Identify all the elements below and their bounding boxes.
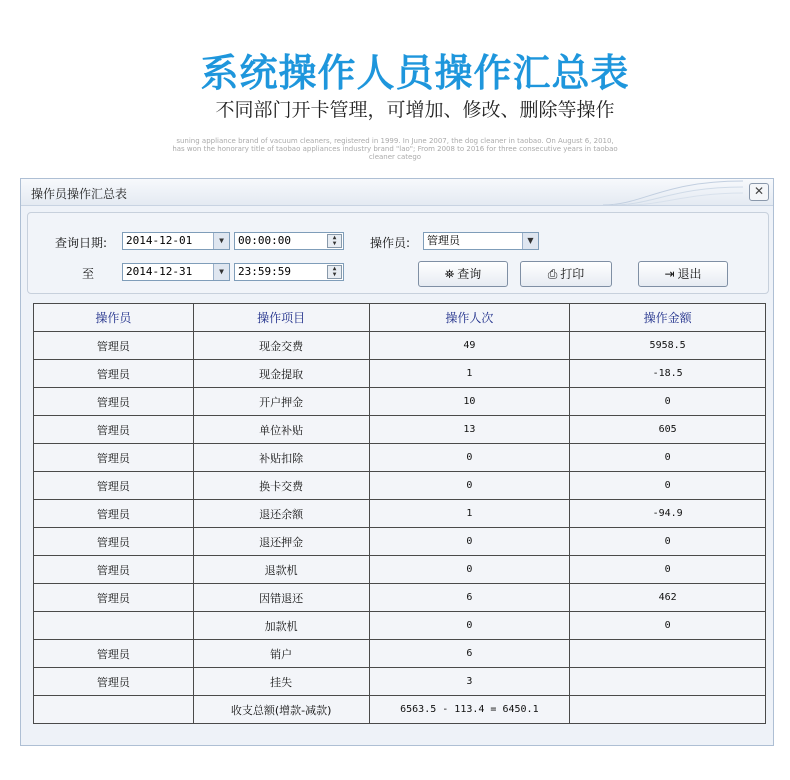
start-date-picker[interactable] [122,232,230,250]
table-row[interactable] [34,388,766,416]
start-date-value: 2014-12-01 [126,234,193,247]
table-cell: 0 [369,612,570,640]
table-row[interactable] [34,528,766,556]
time-spinner-icon[interactable]: ▲ ▼ [327,234,342,248]
table-cell: 6 [369,640,570,668]
print-button-label: 打印 [560,267,585,281]
table-cell: 现金交费 [193,332,369,360]
table-cell: -18.5 [570,360,766,388]
table-cell: 退还余额 [193,500,369,528]
table-cell: 退款机 [193,556,369,584]
table-cell: 管理员 [34,668,194,696]
table-cell: 13 [369,416,570,444]
table-cell [570,696,766,724]
table-header-row [34,304,766,332]
search-button-label: 查询 [457,267,482,281]
table-cell: 管理员 [34,388,194,416]
table-cell: 462 [570,584,766,612]
table-row[interactable] [34,696,766,724]
query-date-label: 查询日期: [55,236,108,250]
table-cell: 605 [570,416,766,444]
table-cell: 5958.5 [570,332,766,360]
table-cell: 0 [570,388,766,416]
operator-label: 操作员: [370,236,411,250]
table-cell: 6563.5 - 113.4 = 6450.1 [369,696,570,724]
table-row[interactable] [34,584,766,612]
exit-door-icon: ⇥ [664,267,675,281]
exit-button[interactable] [638,261,728,287]
table-cell: 0 [369,444,570,472]
end-time-value: 23:59:59 [238,265,291,278]
table-cell: 管理员 [34,640,194,668]
titlebar-decoration [603,179,743,205]
table-cell [34,696,194,724]
table-cell: 1 [369,360,570,388]
query-panel [27,212,769,294]
table-cell: 0 [570,612,766,640]
table-cell: 0 [570,472,766,500]
table-cell: 销户 [193,640,369,668]
column-header[interactable]: 操作人次 [369,304,570,332]
table-cell: 6 [369,584,570,612]
end-date-value: 2014-12-31 [126,265,193,278]
table-cell: 因错退还 [193,584,369,612]
start-time-value: 00:00:00 [238,234,291,247]
table-cell: 0 [369,472,570,500]
exit-button-label: 退出 [677,267,702,281]
table-cell [570,668,766,696]
table-row[interactable] [34,416,766,444]
table-cell: 管理员 [34,584,194,612]
table-cell: 10 [369,388,570,416]
table-cell: 开户押金 [193,388,369,416]
table-cell: 0 [369,556,570,584]
table-cell: 加款机 [193,612,369,640]
printer-icon: ⎙ [547,267,558,281]
chevron-down-icon[interactable]: ▼ [522,233,538,249]
window-title: 操作员操作汇总表 [31,187,128,201]
table-cell: 补贴扣除 [193,444,369,472]
table-cell: 单位补贴 [193,416,369,444]
time-spinner-icon[interactable]: ▲ ▼ [327,265,342,279]
table-cell: -94.9 [570,500,766,528]
report-window [20,178,774,746]
table-cell: 管理员 [34,472,194,500]
chevron-down-icon[interactable]: ▼ [213,233,229,249]
table-row[interactable] [34,500,766,528]
table-cell: 0 [570,528,766,556]
end-date-picker[interactable] [122,263,230,281]
table-cell: 退还押金 [193,528,369,556]
table-cell: 管理员 [34,332,194,360]
table-body [34,332,766,724]
operator-value: 管理员 [427,234,460,247]
table-cell: 管理员 [34,500,194,528]
table-cell: 挂失 [193,668,369,696]
print-button[interactable] [520,261,612,287]
table-row[interactable] [34,472,766,500]
end-time-field[interactable] [234,263,344,281]
page-subtitle: 不同部门开卡管理，可增加、修改、删除等操作 [215,99,615,121]
column-header[interactable]: 操作金额 [570,304,766,332]
table-cell: 49 [369,332,570,360]
table-cell: 0 [570,556,766,584]
table-cell: 收支总额(增款-减款) [193,696,369,724]
table-cell: 0 [369,528,570,556]
table-cell: 0 [570,444,766,472]
table-cell: 现金提取 [193,360,369,388]
table-cell: 1 [369,500,570,528]
table-cell: 3 [369,668,570,696]
table-row[interactable] [34,360,766,388]
search-button[interactable] [418,261,508,287]
column-header[interactable]: 操作员 [34,304,194,332]
operator-select[interactable] [423,232,539,250]
summary-table [33,303,766,724]
table-cell: 管理员 [34,360,194,388]
table-cell [34,612,194,640]
close-icon[interactable]: ✕ [749,183,769,201]
table-row[interactable] [34,612,766,640]
table-cell: 管理员 [34,416,194,444]
column-header[interactable]: 操作项目 [193,304,369,332]
table-cell: 换卡交费 [193,472,369,500]
to-label: 至 [82,267,95,281]
chevron-down-icon[interactable]: ▼ [213,264,229,280]
page-title: 系统操作人员操作汇总表 [200,51,630,95]
window-titlebar [21,179,773,206]
fine-print: suning appliance brand of vacuum cleaners, registered in 1999. In June 2007, the dog cleaner in taobao. On August 6, 2010, has won the honorary title of taobao appliances industry brand "lao"; From 2008 to 2016 for three consecutive years in taobao cleaner catego [172,137,618,161]
table-cell: 管理员 [34,528,194,556]
start-time-field[interactable] [234,232,344,250]
table-row[interactable] [34,640,766,668]
table-cell: 管理员 [34,444,194,472]
table-row[interactable] [34,668,766,696]
table-cell: 管理员 [34,556,194,584]
table-row[interactable] [34,332,766,360]
table-row[interactable] [34,444,766,472]
table-row[interactable] [34,556,766,584]
table-cell [570,640,766,668]
binoculars-icon: ⛯ [444,267,455,281]
